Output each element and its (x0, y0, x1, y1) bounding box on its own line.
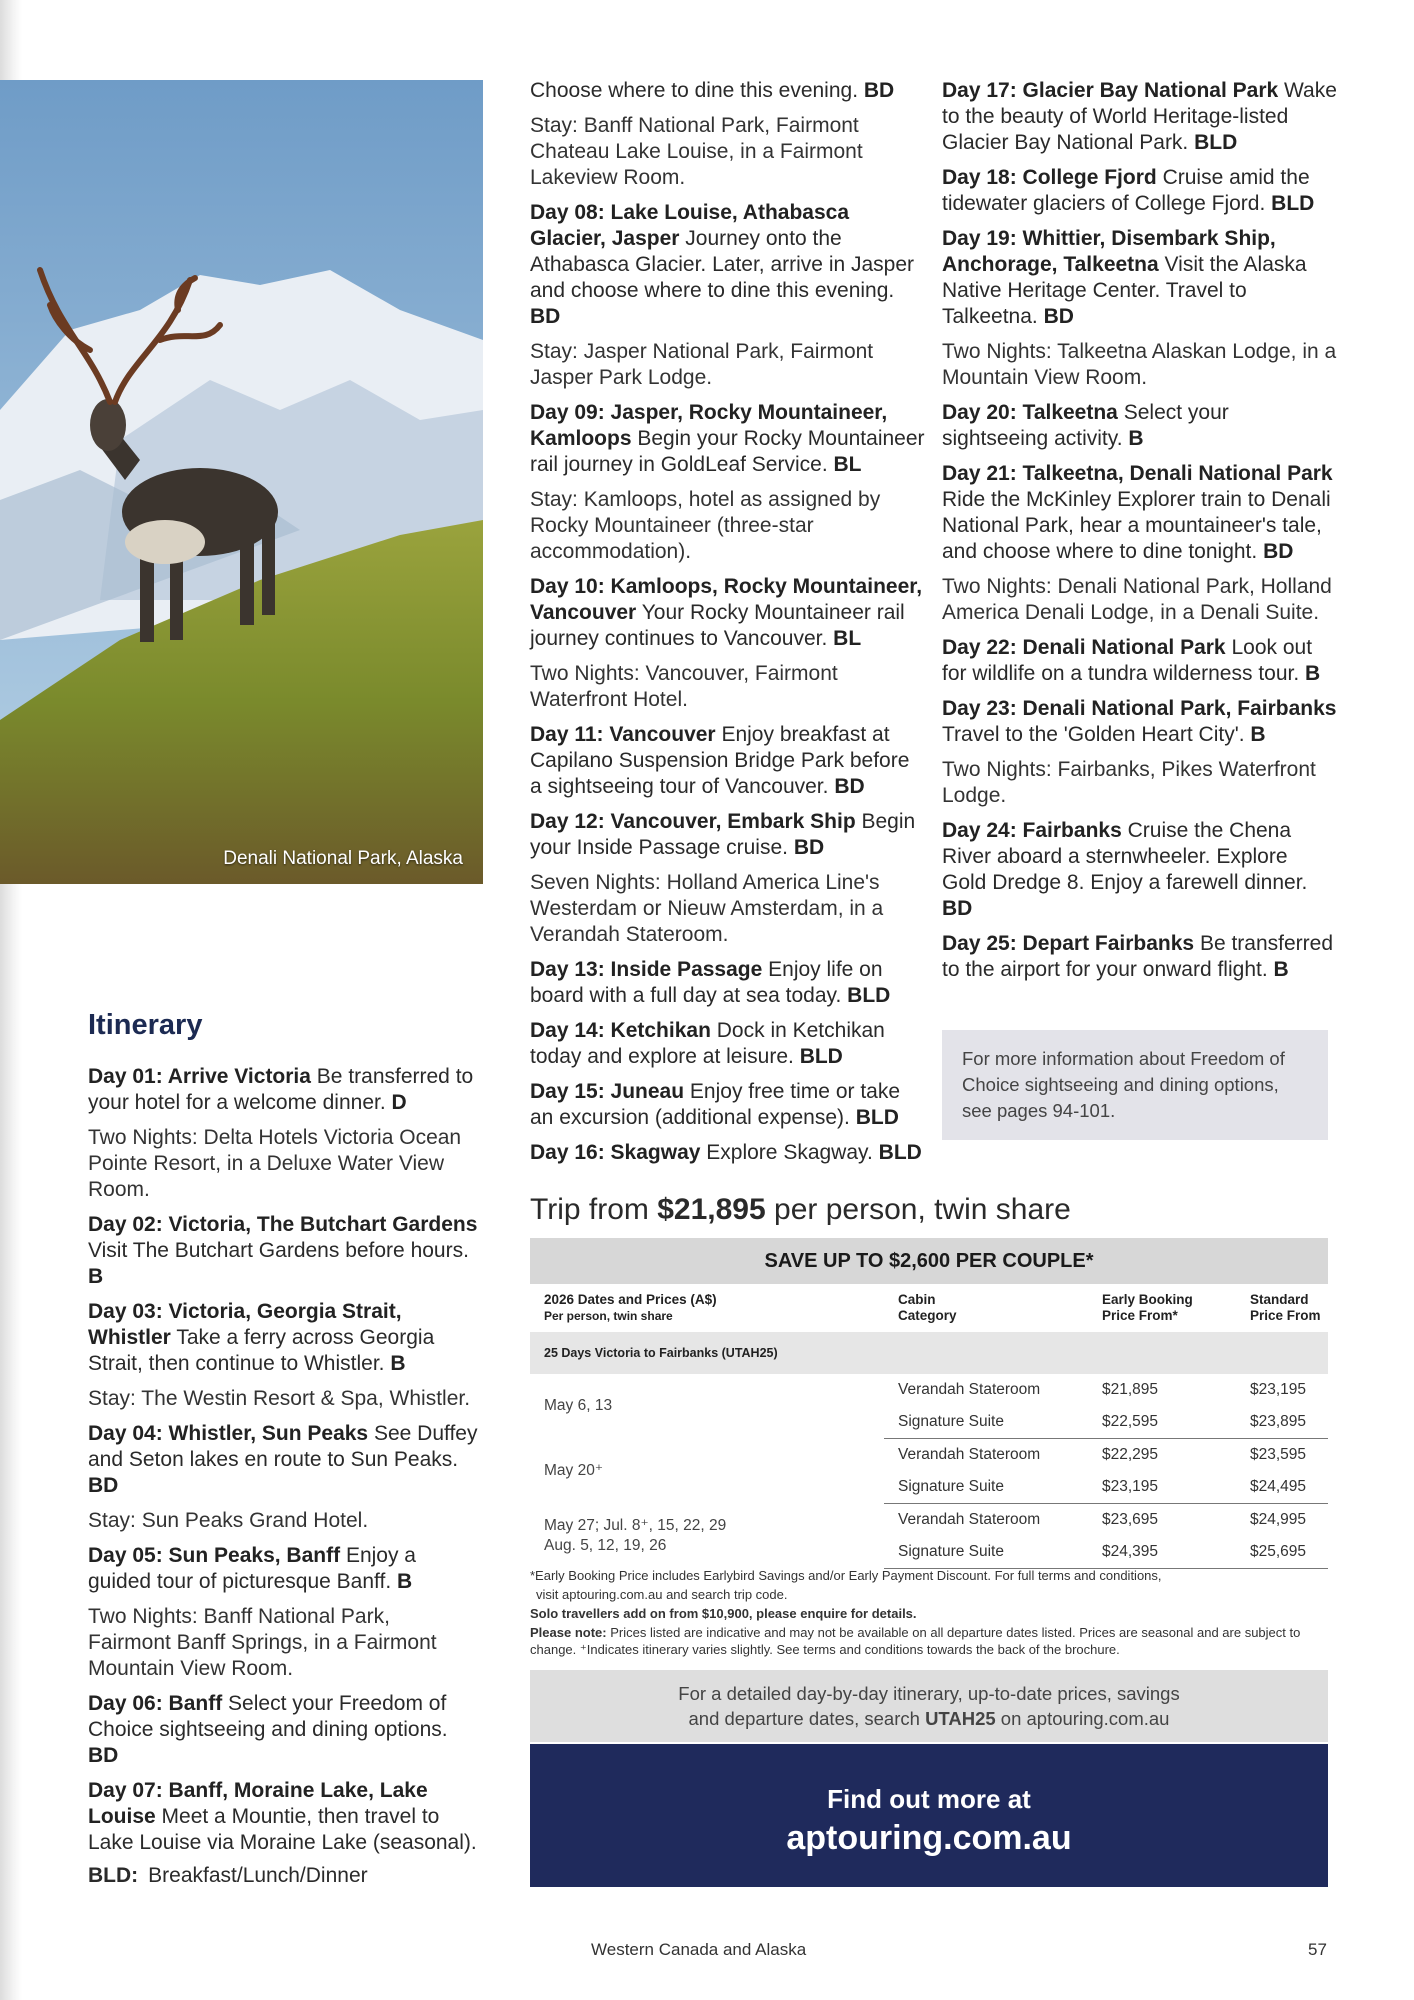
table-row (530, 1504, 1328, 1537)
itinerary-day (530, 809, 925, 861)
day-title: Day 08: Lake Louise, Athabasca Glacier, Jasper (530, 201, 850, 250)
departure-dates (530, 1504, 884, 1569)
freedom-of-choice-info-box: For more information about Freedom of Choice sightseeing and dining options, see pages 94-101. (942, 1030, 1328, 1140)
legend-key: BLD: (88, 1864, 139, 1887)
search-info-box (530, 1670, 1328, 1742)
stay-note: Two Nights: Delta Hotels Victoria Ocean Pointe Resort, in a Deluxe Water View Room. (88, 1126, 462, 1201)
itinerary-day (942, 931, 1337, 983)
right-entries (942, 78, 1337, 983)
standard-price: $25,695 (1236, 1536, 1328, 1569)
footer-section-title: Western Canada and Alaska (591, 1940, 807, 1959)
header-dates-sub: Per person, twin share (544, 1309, 673, 1323)
itinerary-day (88, 1064, 478, 1116)
day-title: Day 04: Whistler, Sun Peaks (88, 1422, 369, 1445)
day-title: Day 03: Victoria, Georgia Strait, Whistler (88, 1300, 402, 1349)
header-standard-line2: Price From (1250, 1308, 1321, 1323)
departure-dates (530, 1439, 884, 1504)
route-row (530, 1332, 1328, 1374)
meal-code: BL (833, 627, 862, 650)
day-description: Visit the Alaska Native Heritage Center. Travel to Talkeetna. (942, 253, 1307, 328)
day-title: Day 05: Sun Peaks, Banff (88, 1544, 341, 1567)
cta-website-link[interactable]: aptouring.com.au (786, 1819, 1072, 1857)
dates-line2: Aug. 5, 12, 19, 26 (544, 1537, 667, 1554)
day-description: Enjoy life on board with a full day at sea today. (530, 958, 883, 1007)
day-title: Day 22: Denali National Park (942, 636, 1226, 659)
price-table-body (530, 1374, 1328, 1569)
day-title: Day 10: Kamloops, Rocky Mountaineer, Vancouver (530, 575, 923, 624)
day-description: Choose where to dine this evening. (530, 79, 859, 102)
itinerary-column-middle (530, 78, 925, 1175)
day-description: Wake to the beauty of World Heritage-listed Glacier Bay National Park. (942, 79, 1337, 154)
savings-banner: SAVE UP TO $2,600 PER COUPLE* (530, 1238, 1328, 1284)
meal-code: B (1273, 958, 1289, 981)
note-please-label: Please note: (530, 1625, 607, 1640)
cabin-category: Verandah Stateroom (898, 1511, 1041, 1528)
itinerary-day (530, 1140, 925, 1166)
day-description: Be transferred to your hotel for a welcome dinner. (88, 1065, 474, 1114)
stay-note: Stay: Sun Peaks Grand Hotel. (88, 1509, 369, 1532)
day-description: See Duffey and Seton lakes en route to Sun Peaks. (88, 1422, 478, 1471)
itinerary-day (942, 461, 1337, 565)
note-early-booking-1: *Early Booking Price includes Earlybird Savings and/or Early Payment Discount. For full terms and conditions, (530, 1568, 1162, 1583)
itinerary-heading: Itinerary (88, 1009, 203, 1041)
itinerary-day (942, 226, 1337, 330)
meal-code: B (1128, 427, 1144, 450)
meal-code: BD (863, 79, 895, 102)
itinerary-column-right (942, 78, 1337, 992)
meal-code: D (391, 1091, 407, 1114)
header-standard (1236, 1284, 1328, 1332)
itinerary-day (942, 78, 1337, 156)
itinerary-day (942, 818, 1337, 922)
meal-code: BD (88, 1744, 119, 1767)
search-line2 (530, 1706, 1328, 1731)
header-early-line2: Price From* (1102, 1308, 1178, 1323)
header-dates-title: 2026 Dates and Prices (A$) (544, 1292, 717, 1307)
search-line2-prefix: and departure dates, search (688, 1708, 920, 1729)
day-description: Enjoy free time or take an excursion (additional expense). (530, 1080, 901, 1129)
itinerary-day (942, 165, 1337, 217)
header-cabin-line2: Category (898, 1308, 957, 1323)
day-title: Day 01: Arrive Victoria (88, 1065, 311, 1088)
standard-price: $24,995 (1250, 1511, 1307, 1528)
day-title: Day 14: Ketchikan (530, 1019, 711, 1042)
note-solo: Solo travellers add on from $10,900, please enquire for details. (530, 1606, 917, 1621)
meal-code: BLD (1194, 131, 1238, 154)
caribou-photo (0, 80, 483, 884)
day-description: Explore Skagway. (706, 1141, 873, 1164)
itinerary-day (530, 400, 925, 478)
early-booking-price: $22,595 (1088, 1406, 1236, 1439)
cta-line1: Find out more at (827, 1784, 1031, 1814)
header-early-line1: Early Booking (1102, 1292, 1193, 1307)
meal-code: BLD (878, 1141, 922, 1164)
day-description: Cruise amid the tidewater glaciers of College Fjord. (942, 166, 1310, 215)
cabin-category: Signature Suite (884, 1471, 1088, 1504)
footer-page-number: 57 (1308, 1940, 1327, 1959)
day-description: Look out for wildlife on a tundra wilderness tour. (942, 636, 1313, 685)
itinerary-day (88, 1212, 478, 1290)
cabin-category: Signature Suite (884, 1536, 1088, 1569)
meal-code: B (390, 1352, 406, 1375)
meal-code: B (1305, 662, 1321, 685)
search-line1: For a detailed day-by-day itinerary, up-to-date prices, savings (678, 1683, 1180, 1704)
day-title: Day 16: Skagway (530, 1141, 701, 1164)
itinerary-day (88, 1421, 478, 1499)
day-description: Select your Freedom of Choice sightseeing and dining options. (88, 1692, 448, 1741)
itinerary-day (88, 1299, 478, 1377)
itinerary-day (530, 1079, 925, 1131)
meal-code: BL (833, 453, 862, 476)
standard-price: $24,495 (1236, 1471, 1328, 1504)
itinerary-day (88, 1778, 478, 1856)
stay-note: Two Nights: Fairbanks, Pikes Waterfront Lodge. (942, 758, 1316, 807)
stay-note: Stay: Jasper National Park, Fairmont Jasper Park Lodge. (530, 340, 874, 389)
day-title: Day 11: Vancouver (530, 723, 716, 746)
header-cabin (884, 1284, 1088, 1332)
early-booking-price: $23,695 (1102, 1511, 1159, 1528)
day-description: Enjoy a guided tour of picturesque Banff. (88, 1544, 416, 1593)
caribou-illustration (0, 80, 483, 884)
table-row (530, 1374, 1328, 1406)
stay-note: Stay: Banff National Park, Fairmont Chateau Lake Louise, in a Fairmont Lakeview Room. (530, 114, 863, 189)
itinerary-day (942, 400, 1337, 452)
day-title: Day 23: Denali National Park, Fairbanks (942, 697, 1337, 720)
day-title: Day 18: College Fjord (942, 166, 1157, 189)
itinerary-day (530, 78, 925, 104)
itinerary-day (942, 635, 1337, 687)
price-table (530, 1284, 1328, 1569)
day-title: Day 09: Jasper, Rocky Mountaineer, Kamloops (530, 401, 888, 450)
header-dates (530, 1284, 884, 1332)
early-booking-price: $21,895 (1102, 1381, 1159, 1398)
early-booking-price: $23,195 (1088, 1471, 1236, 1504)
day-title: Day 25: Depart Fairbanks (942, 932, 1195, 955)
meal-code: BLD (847, 984, 891, 1007)
day-title: Day 12: Vancouver, Embark Ship (530, 810, 856, 833)
day-title: Day 02: Victoria, The Butchart Gardens (88, 1213, 478, 1236)
day-description: Cruise the Chena River aboard a sternwheeler. Explore Gold Dredge 8. Enjoy a farewell dinner. (942, 819, 1308, 894)
price-notes (530, 1567, 1320, 1660)
day-title: Day 24: Fairbanks (942, 819, 1122, 842)
stay-note: Two Nights: Talkeetna Alaskan Lodge, in a Mountain View Room. (942, 340, 1337, 389)
table-header-row (530, 1284, 1328, 1332)
trip-price: $21,895 (657, 1193, 766, 1226)
legend-value: Breakfast/Lunch/Dinner (148, 1864, 368, 1887)
day-description: Visit The Butchart Gardens before hours. (88, 1239, 469, 1262)
header-standard-line1: Standard (1250, 1292, 1309, 1307)
meal-code: BLD (855, 1106, 899, 1129)
trip-prefix: Trip from (530, 1193, 649, 1226)
stay-note: Two Nights: Vancouver, Fairmont Waterfront Hotel. (530, 662, 838, 711)
photo-caption: Denali National Park, Alaska (223, 848, 463, 869)
day-description: Be transferred to the airport for your onward flight. (942, 932, 1334, 981)
stay-note: Seven Nights: Holland America Line's Westerdam or Nieuw Amsterdam, in a Verandah Stateroom. (530, 871, 884, 946)
meal-code: BLD (1271, 192, 1315, 215)
day-title: Day 19: Whittier, Disembark Ship, Anchorage, Talkeetna (942, 227, 1276, 276)
day-title: Day 07: Banff, Moraine Lake, Lake Louise (88, 1779, 428, 1828)
search-trip-code: UTAH25 (925, 1708, 996, 1729)
header-cabin-line1: Cabin (898, 1292, 936, 1307)
find-out-more-banner[interactable] (530, 1744, 1328, 1887)
day-description: Begin your Rocky Mountaineer rail journey in GoldLeaf Service. (530, 427, 925, 476)
meal-code: BD (942, 897, 973, 920)
day-title: Day 21: Talkeetna, Denali National Park (942, 462, 1333, 485)
meal-code: BD (1263, 540, 1294, 563)
trip-price-headline (530, 1193, 1071, 1227)
day-title: Day 06: Banff (88, 1692, 223, 1715)
header-early-booking (1088, 1284, 1236, 1332)
table-row (530, 1439, 1328, 1472)
route-label: 25 Days Victoria to Fairbanks (UTAH25) (530, 1332, 1328, 1374)
itinerary-day (530, 574, 925, 652)
note-please-text: Prices listed are indicative and may not be available on all departure dates listed. Prices are seasonal and are subject to change. ⁺Indicates itinerary varies slightly. See terms and conditions towards the back of the brochure. (530, 1625, 1301, 1657)
early-booking-price: $22,295 (1102, 1446, 1159, 1463)
meals-legend (88, 1864, 368, 1888)
standard-price: $23,895 (1236, 1406, 1328, 1439)
day-description: Your Rocky Mountaineer rail journey continues to Vancouver. (530, 601, 905, 650)
day-title: Day 20: Talkeetna (942, 401, 1118, 424)
day-description: Meet a Mountie, then travel to Lake Louise via Moraine Lake (seasonal). (88, 1805, 477, 1854)
stay-note: Two Nights: Banff National Park, Fairmont Banff Springs, in a Fairmont Mountain View Room. (88, 1605, 437, 1680)
day-title: Day 17: Glacier Bay National Park (942, 79, 1279, 102)
standard-price: $23,195 (1250, 1381, 1307, 1398)
dates-line1: May 20⁺ (544, 1462, 604, 1479)
meal-code: BD (834, 775, 865, 798)
cabin-category: Verandah Stateroom (898, 1446, 1041, 1463)
day-description: Begin your Inside Passage cruise. (530, 810, 916, 859)
day-description: Select your sightseeing activity. (942, 401, 1229, 450)
meal-code: B (397, 1570, 413, 1593)
meal-code: BLD (799, 1045, 843, 1068)
note-early-booking-2: visit aptouring.com.au and search trip code. (536, 1587, 788, 1602)
note-please (530, 1624, 1320, 1658)
trip-suffix: per person, twin share (774, 1193, 1071, 1226)
standard-price: $23,595 (1250, 1446, 1307, 1463)
dates-line1: May 27; Jul. 8⁺, 15, 22, 29 (544, 1517, 727, 1534)
itinerary-day (530, 722, 925, 800)
day-title: Day 15: Juneau (530, 1080, 685, 1103)
itinerary-day (88, 1543, 478, 1595)
itinerary-day (530, 1018, 925, 1070)
cabin-category: Verandah Stateroom (898, 1381, 1041, 1398)
day-description: Journey onto the Athabasca Glacier. Later, arrive in Jasper and choose where to dine this evening. (530, 227, 915, 302)
meal-code: BD (1043, 305, 1074, 328)
day-description: Travel to the 'Golden Heart City'. (942, 723, 1245, 746)
cabin-category: Signature Suite (884, 1406, 1088, 1439)
meal-code: BD (88, 1474, 119, 1497)
meal-code: BD (530, 305, 561, 328)
day-description: Take a ferry across Georgia Strait, then continue to Whistler. (88, 1326, 435, 1375)
itinerary-day (88, 1691, 478, 1769)
meal-code: B (88, 1265, 104, 1288)
middle-entries (530, 78, 925, 1166)
stay-note: Stay: The Westin Resort & Spa, Whistler. (88, 1387, 471, 1410)
early-booking-price: $24,395 (1088, 1536, 1236, 1569)
itinerary-day (942, 696, 1337, 748)
day-description: Dock in Ketchikan today and explore at leisure. (530, 1019, 885, 1068)
day-description: Ride the McKinley Explorer train to Denali National Park, hear a mountaineer's tale, and choose where to dine tonight. (942, 488, 1331, 563)
day-description: Enjoy breakfast at Capilano Suspension Bridge Park before a sightseeing tour of Vancouver. (530, 723, 910, 798)
search-line2-suffix: on aptouring.com.au (1000, 1708, 1170, 1729)
itinerary-day (530, 957, 925, 1009)
stay-note: Two Nights: Denali National Park, Holland America Denali Lodge, in a Denali Suite. (942, 575, 1332, 624)
day-title: Day 13: Inside Passage (530, 958, 763, 981)
departure-dates (530, 1374, 884, 1439)
meal-code: BD (793, 836, 825, 859)
dates-line1: May 6, 13 (544, 1397, 613, 1415)
meal-code: B (1250, 723, 1266, 746)
left-entries (88, 1064, 478, 1856)
stay-note: Stay: Kamloops, hotel as assigned by Rocky Mountaineer (three-star accommodation). (530, 488, 881, 563)
itinerary-day (530, 200, 925, 330)
itinerary-column-left (88, 1009, 478, 1865)
